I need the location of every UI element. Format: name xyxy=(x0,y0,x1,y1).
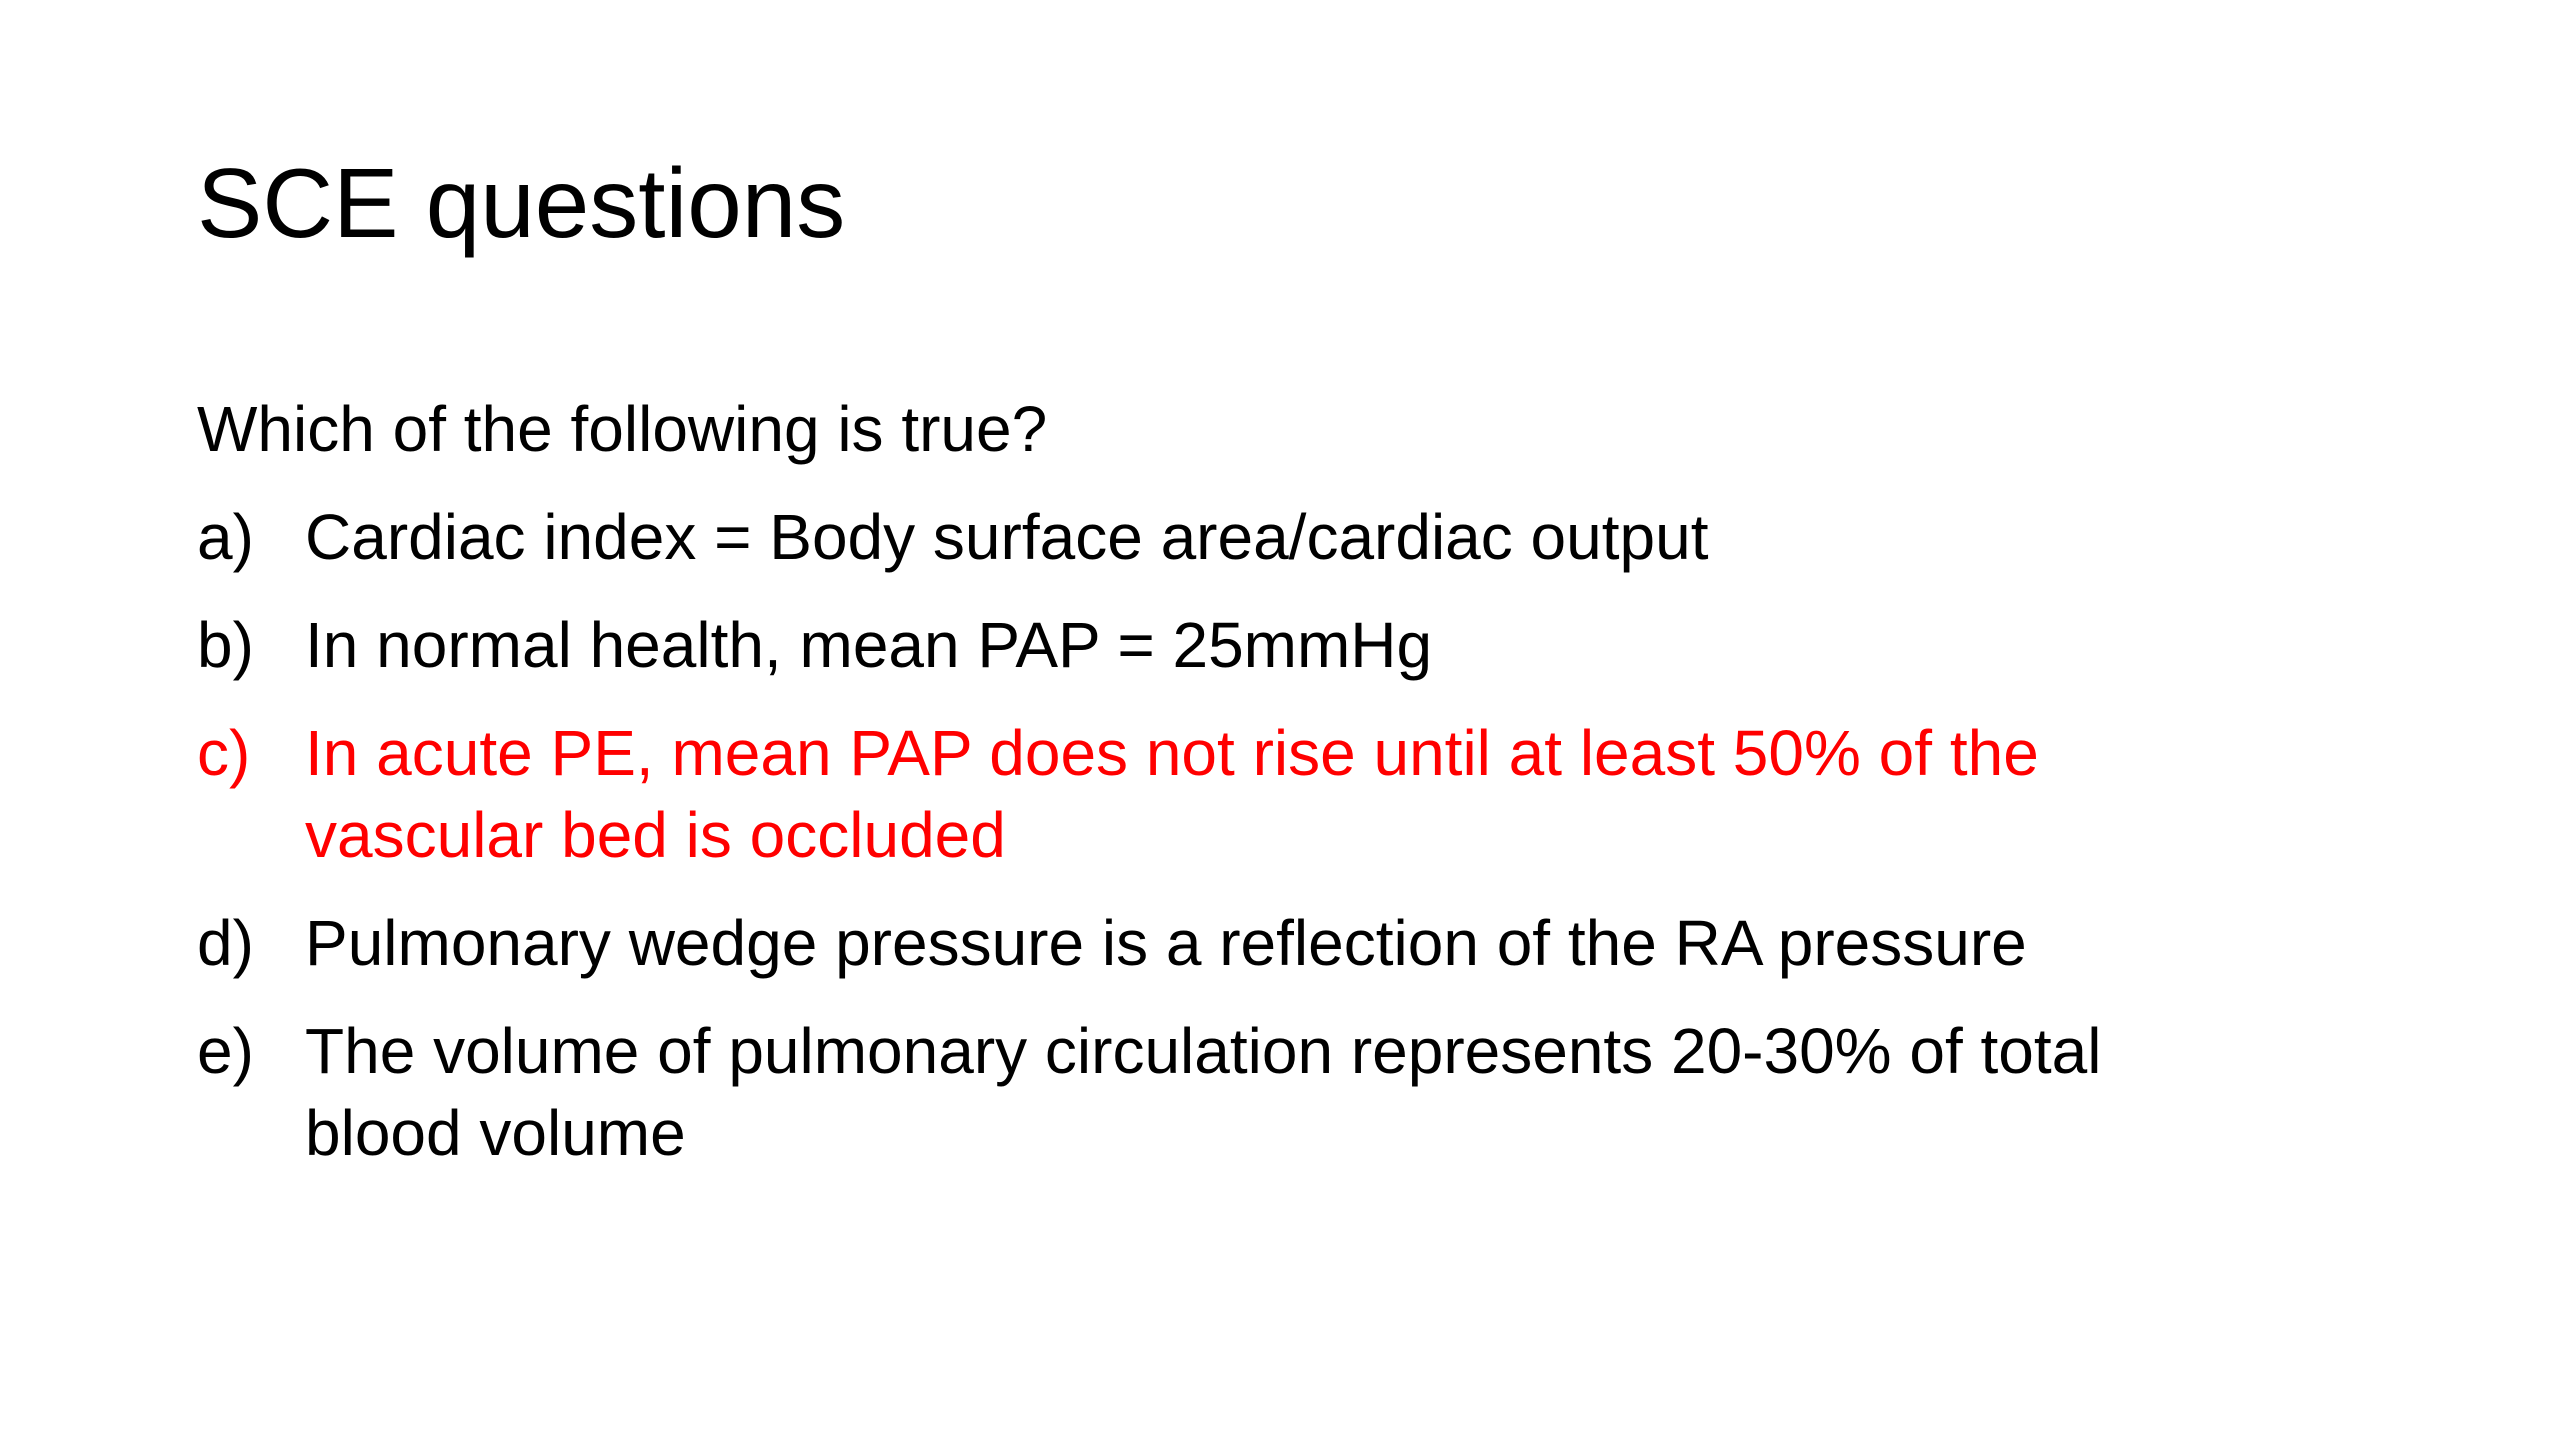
slide-title: SCE questions xyxy=(197,148,846,258)
option-letter: e) xyxy=(197,1015,254,1087)
option-text: Cardiac index = Body surface area/cardiac output xyxy=(305,501,1709,573)
option-text: In normal health, mean PAP = 25mmHg xyxy=(305,609,1433,681)
option-text: In acute PE, mean PAP does not rise until at least 50% of the vascular bed is occluded xyxy=(305,717,2039,871)
option-letter: d) xyxy=(197,907,254,979)
option-d xyxy=(197,902,2417,984)
option-a xyxy=(197,496,2417,578)
option-text: Pulmonary wedge pressure is a reflection of the RA pressure xyxy=(305,907,2027,979)
option-c xyxy=(197,712,2417,876)
option-letter: c) xyxy=(197,717,251,789)
option-b xyxy=(197,604,2417,686)
option-letter: a) xyxy=(197,501,254,573)
question-text: Which of the following is true? xyxy=(197,393,1048,465)
option-text: The volume of pulmonary circulation represents 20-30% of total blood volume xyxy=(305,1015,2102,1169)
option-e xyxy=(197,1010,2417,1174)
slide-content xyxy=(197,388,2417,1200)
option-letter: b) xyxy=(197,609,254,681)
answer-options xyxy=(197,496,2417,1174)
